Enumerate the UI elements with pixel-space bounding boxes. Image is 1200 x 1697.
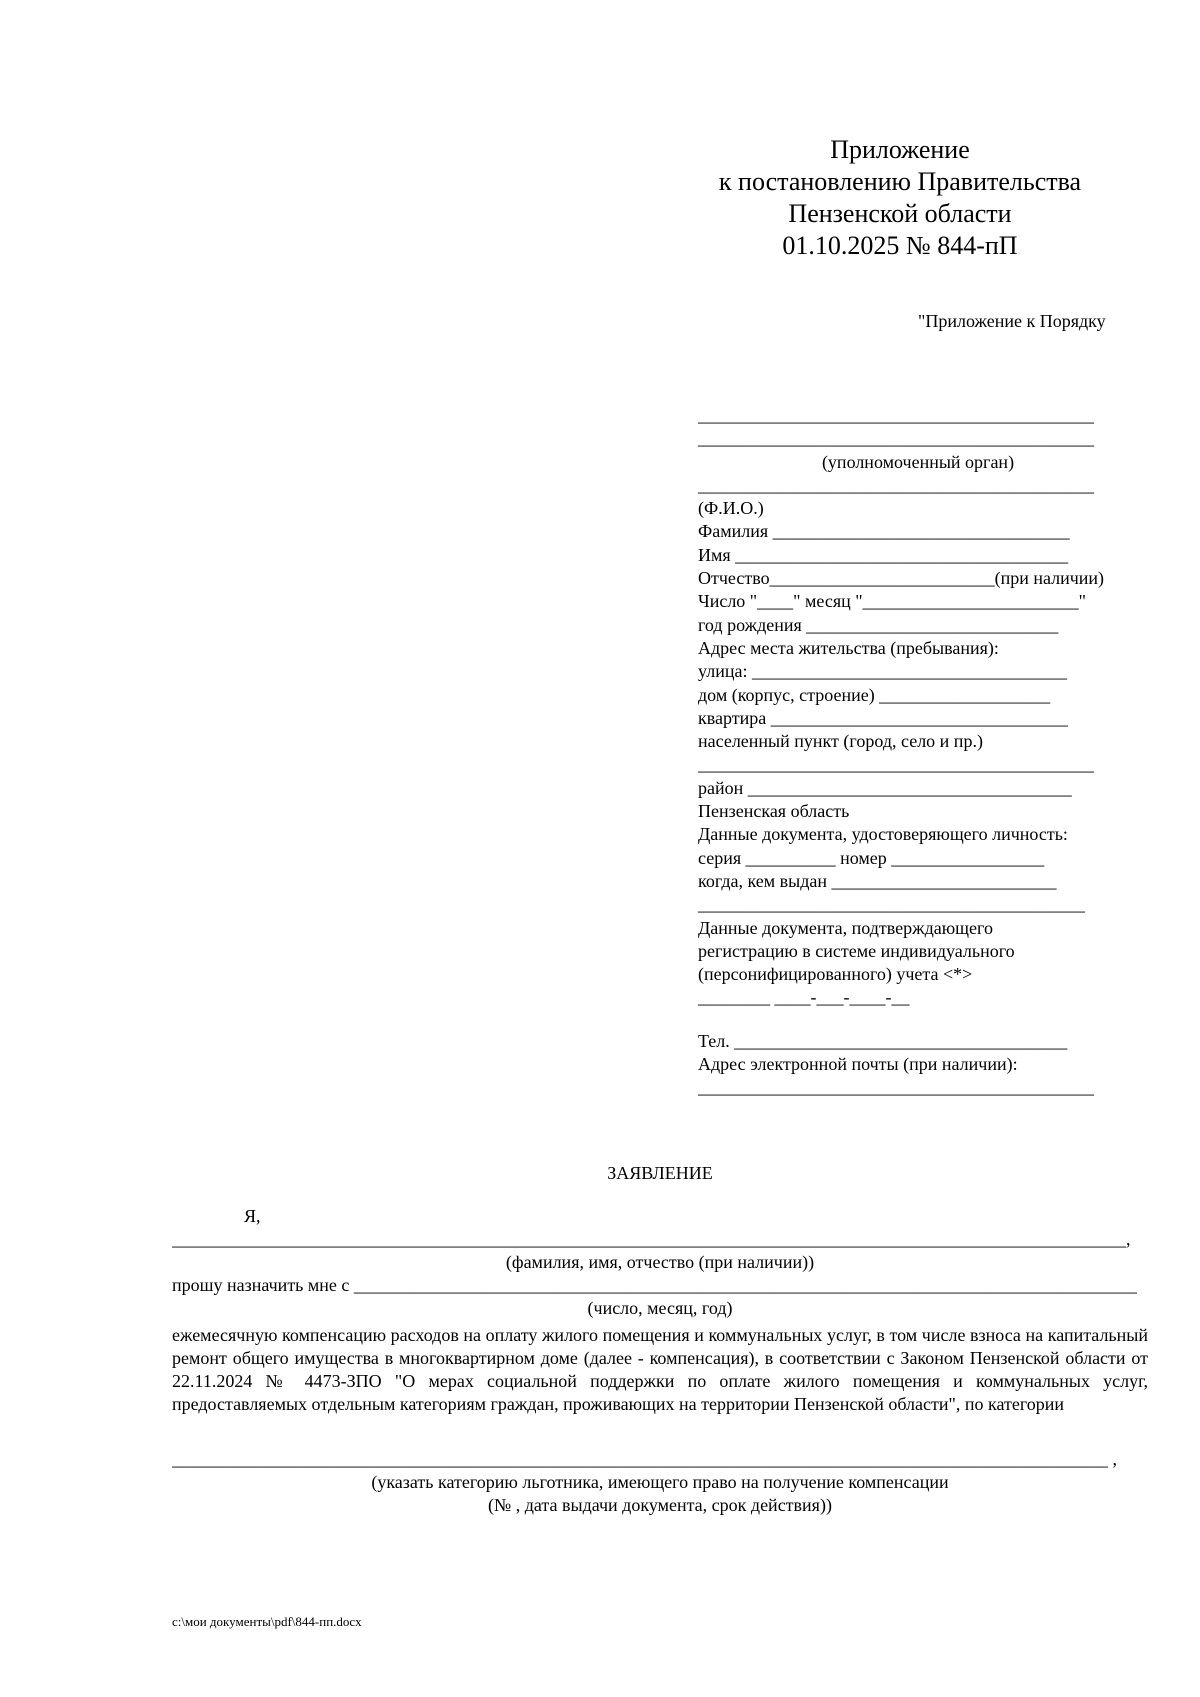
category-hint-1: (указать категорию льготника, имеющего право на получение компенсации bbox=[371, 1472, 949, 1492]
series-number-field[interactable]: серия __________ номер _________________ bbox=[698, 847, 1045, 868]
addressee-form bbox=[698, 404, 1138, 1100]
birth-year-field[interactable]: год рождения ____________________________ bbox=[698, 614, 1059, 635]
spacer bbox=[698, 1010, 1138, 1030]
authority-hint: (уполномоченный орган) bbox=[821, 451, 1015, 472]
locality-label: населенный пункт (город, село и пр.) bbox=[698, 731, 983, 752]
house-field[interactable]: дом (корпус, строение) ___________________ bbox=[698, 684, 1051, 705]
statement-ya: Я, bbox=[244, 1206, 261, 1226]
annex-date-number: 01.10.2025 № 844-пП bbox=[782, 231, 1018, 260]
issued-field[interactable]: когда, кем выдан _________________________ bbox=[698, 870, 1057, 891]
start-date-hint: (число, месяц, год) bbox=[587, 1298, 733, 1318]
phone-field[interactable]: Тел. _____________________________________ bbox=[698, 1030, 1068, 1051]
issued-line[interactable]: ___________________________________________ bbox=[698, 894, 1085, 915]
name-field[interactable]: Имя _____________________________________ bbox=[698, 544, 1069, 565]
registration-doc-label-2: регистрацию в системе индивидуального bbox=[698, 940, 1015, 961]
birth-day-month-field[interactable]: Число "____" месяц "________________________" bbox=[698, 591, 1086, 612]
address-label: Адрес места жительства (пребывания): bbox=[698, 637, 999, 658]
patronymic-field[interactable]: Отчество_________________________(при наличии) bbox=[698, 568, 1105, 589]
annex-title: Приложение bbox=[830, 135, 970, 164]
category-line[interactable]: ________________________________________________________________________________________________________ , bbox=[172, 1449, 1117, 1469]
street-field[interactable]: улица: ___________________________________ bbox=[698, 661, 1067, 682]
start-date-line[interactable]: прошу назначить мне с _______________________________________________________________________________________ bbox=[172, 1275, 1137, 1295]
authority-line-1[interactable]: ____________________________________________ bbox=[698, 405, 1094, 425]
registration-doc-label-1: Данные документа, подтверждающего bbox=[698, 917, 993, 938]
surname-field[interactable]: Фамилия _________________________________ bbox=[698, 521, 1070, 542]
applicant-fio-hint: (фамилия, имя, отчество (при наличии)) bbox=[505, 1252, 815, 1272]
category-hint-2: (№ , дата выдачи документа, срок действия)) bbox=[488, 1495, 832, 1515]
apartment-field[interactable]: квартира _________________________________ bbox=[698, 707, 1068, 728]
authority-line-2[interactable]: ____________________________________________ bbox=[698, 428, 1094, 449]
spacer bbox=[172, 1416, 1148, 1448]
statement-paragraph: ежемесячную компенсацию расходов на оплату жилого помещения и коммунальных услуг, в том числе взноса на капитальный ремонт общего имущества в многоквартирном доме (далее - компенсация), в соответствии с Законом Пензенской области от 22.11.2024 № 4473-ЗПО "О мерах социальной поддержки по оплате жилого помещения и коммунальных услуг, предоставляемых отдельным категориям граждан, проживающих на территории Пензенской области", по категории bbox=[172, 1325, 1148, 1414]
email-field[interactable]: ____________________________________________ bbox=[698, 1077, 1094, 1098]
statement-body bbox=[172, 1205, 1148, 1517]
locality-field[interactable]: ____________________________________________ bbox=[698, 754, 1094, 775]
fio-line[interactable]: ____________________________________________ bbox=[698, 474, 1094, 495]
registration-doc-label-3: (персонифицированного) учета <*> bbox=[698, 964, 973, 985]
applicant-fio-line[interactable]: __________________________________________________________________________________________________________, bbox=[172, 1229, 1131, 1249]
snils-field[interactable]: ________ ____-___-____-__ bbox=[698, 987, 910, 1008]
order-annex-ref: "Приложение к Порядку bbox=[918, 311, 1106, 331]
email-label: Адрес электронной почты (при наличии): bbox=[698, 1054, 1018, 1075]
annex-header bbox=[640, 134, 1160, 262]
annex-region: Пензенской области bbox=[788, 199, 1012, 228]
fio-hint: (Ф.И.О.) bbox=[698, 498, 764, 519]
statement-title: ЗАЯВЛЕНИЕ bbox=[607, 1163, 713, 1183]
file-path-footer: c:\мои документы\pdf\844-пп.docx bbox=[172, 1614, 362, 1629]
district-field[interactable]: район ____________________________________ bbox=[698, 777, 1072, 798]
region-text: Пензенская область bbox=[698, 801, 850, 822]
annex-to: к постановлению Правительства bbox=[718, 167, 1082, 196]
id-document-label: Данные документа, удостоверяющего личность: bbox=[698, 824, 1068, 845]
